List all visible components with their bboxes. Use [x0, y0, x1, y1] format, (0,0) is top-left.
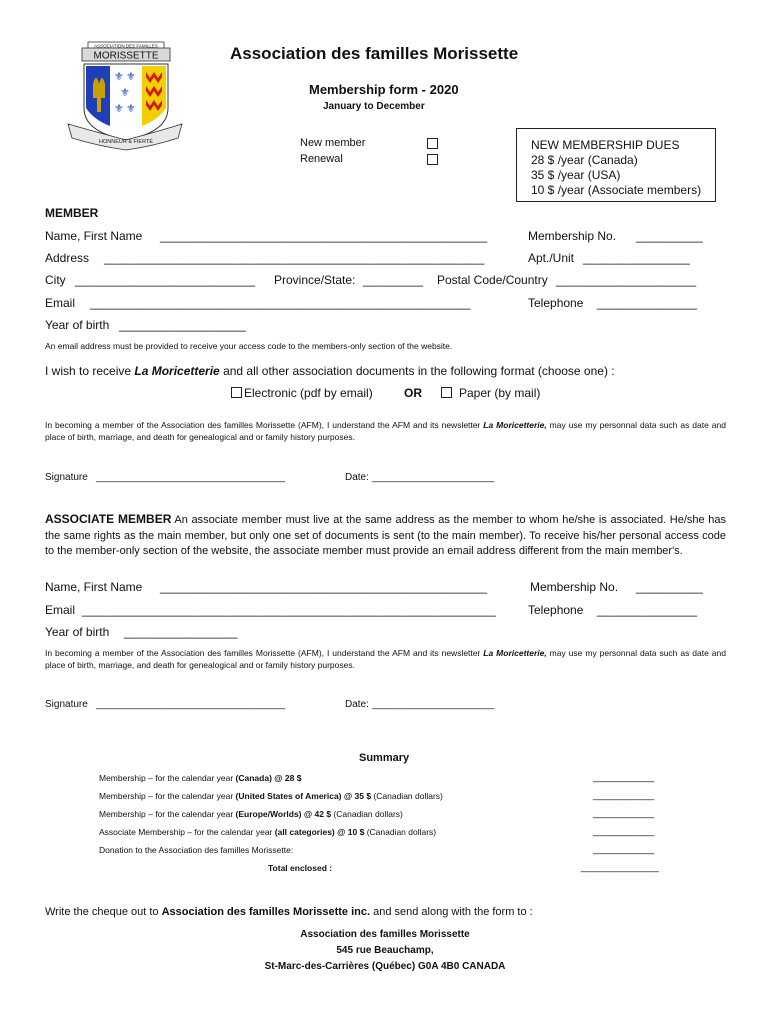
member-signature-label: Signature — [45, 472, 88, 483]
associate-heading: ASSOCIATE MEMBER — [45, 512, 172, 526]
summary-amount-field[interactable]: ___________ — [593, 826, 655, 837]
associate-signature-label: Signature — [45, 699, 88, 710]
member-postal-label: Postal Code/Country — [437, 273, 548, 287]
total-enclosed-label: Total enclosed : — [268, 863, 333, 873]
logo-name: MORISSETTE — [93, 50, 159, 62]
privacy-consent-member: In becoming a member of the Association des familles Morissette (AFM), I understand the AFM and its newsletter La Moricetterie, may use my personnal data such as date and place of birth, marriage, and death for genealogical and or family history purposes. — [45, 420, 726, 442]
member-postal-field[interactable]: _____________________ — [556, 273, 697, 287]
member-membership-no-label: Membership No. — [528, 229, 617, 243]
associate-telephone-field[interactable]: _______________ — [597, 603, 698, 617]
publication-name: La Moricetterie — [134, 364, 220, 378]
receive-sentence: I wish to receive La Moricetterie and all other association documents in the following format (choose one) : — [45, 364, 615, 378]
renewal-checkbox[interactable] — [427, 154, 438, 165]
or-label: OR — [404, 386, 422, 400]
member-apt-label: Apt./Unit — [528, 251, 575, 265]
form-title: Association des familles Morissette — [230, 44, 519, 63]
associate-name-field[interactable]: _________________________________________________ — [160, 580, 488, 594]
dues-usa: 35 $ /year (USA) — [531, 168, 621, 182]
summary-amount-field[interactable]: ___________ — [593, 790, 655, 801]
membership-dues-box — [516, 128, 716, 202]
member-date-field[interactable]: ______________________ — [372, 472, 495, 483]
address-line-2: 545 rue Beauchamp, — [336, 945, 434, 956]
renewal-label: Renewal — [300, 153, 343, 165]
member-address-field[interactable]: _________________________________________________________ — [104, 251, 485, 265]
cheque-payee: Association des familles Morissette inc. — [161, 906, 371, 918]
dues-canada: 28 $ /year (Canada) — [531, 153, 638, 167]
cheque-instructions: Write the cheque out to Association des familles Morissette inc. and send along with the form to : — [45, 906, 533, 918]
associate-email-label: Email — [45, 603, 76, 617]
member-province-field[interactable]: _________ — [363, 273, 424, 287]
associate-membership-no-label: Membership No. — [530, 580, 619, 594]
member-email-label: Email — [45, 296, 76, 310]
svg-text:⚜: ⚜ — [126, 71, 136, 83]
summary-amount-field[interactable]: ___________ — [593, 808, 655, 819]
address-line-3: St-Marc-des-Carrières (Québec) G0A 4B0 CANADA — [264, 961, 506, 972]
dues-title: NEW MEMBERSHIP DUES — [531, 138, 680, 152]
member-heading: MEMBER — [45, 206, 99, 220]
total-enclosed-field[interactable]: ______________ — [581, 862, 659, 873]
associate-date-field[interactable]: ______________________ — [372, 699, 495, 710]
associate-date-label: Date: — [345, 699, 369, 710]
summary-row: Donation to the Association des familles Morissette: — [99, 845, 294, 855]
member-city-label: City — [45, 273, 66, 287]
new-member-checkbox[interactable] — [427, 138, 438, 149]
member-telephone-label: Telephone — [528, 296, 584, 310]
form-period: January to December — [323, 101, 425, 112]
associate-telephone-label: Telephone — [528, 603, 584, 617]
member-email-field[interactable]: _________________________________________________________ — [90, 296, 471, 310]
svg-text:⚜: ⚜ — [120, 87, 130, 99]
summary-row: Membership – for the calendar year (Europe/Worlds) @ 42 $ (Canadian dollars) — [99, 809, 403, 819]
member-address-label: Address — [45, 251, 90, 265]
svg-text:⚜: ⚜ — [126, 103, 136, 115]
member-name-label: Name, First Name — [45, 229, 143, 243]
logo-motto: HONNEUR & FIERTÉ — [99, 139, 153, 145]
electronic-checkbox[interactable] — [231, 387, 242, 398]
member-apt-field[interactable]: ________________ — [583, 251, 690, 265]
logo-top-text: ASSOCIATION DES FAMILLES — [94, 43, 158, 49]
privacy-consent-associate: In becoming a member of the Association des familles Morissette (AFM), I understand the AFM and its newsletter La Moricetterie, may use my personnal data such as date and place of birth, marriage, and death for genealogical and or family history purposes. — [45, 648, 726, 670]
form-subtitle: Membership form - 2020 — [309, 82, 459, 97]
member-membership-no-field[interactable]: __________ — [636, 229, 703, 243]
associate-yob-label: Year of birth — [45, 625, 110, 639]
member-name-field[interactable]: _________________________________________________ — [160, 229, 488, 243]
member-province-label: Province/State: — [274, 273, 356, 287]
summary-row: Membership – for the calendar year (Canada) @ 28 $ — [99, 773, 302, 783]
address-line-1: Association des familles Morissette — [300, 929, 470, 940]
associate-name-label: Name, First Name — [45, 580, 143, 594]
summary-amount-field[interactable]: ___________ — [593, 844, 655, 855]
associate-description: ASSOCIATE MEMBER An associate member must live at the same address as the member to whom he/she is associated. He/she has the same rights as the main member, but only one set of documents is sent (to the main member). To receive his/her personal access code to the member-only section of the website, the associate member must provide an email address different from the main member's. — [45, 512, 726, 557]
member-yob-label: Year of birth — [45, 318, 110, 332]
summary-row: Associate Membership – for the calendar year (all categories) @ 10 $ (Canadian dollars) — [99, 827, 437, 837]
summary-title: Summary — [359, 752, 410, 764]
dues-associate: 10 $ /year (Associate members) — [531, 183, 702, 197]
electronic-label: Electronic (pdf by email) — [244, 386, 373, 400]
member-signature-field[interactable]: __________________________________ — [96, 472, 286, 483]
associate-signature-field[interactable]: __________________________________ — [96, 699, 286, 710]
member-yob-field[interactable]: ___________________ — [119, 318, 246, 332]
summary-amount-field[interactable]: ___________ — [593, 772, 655, 783]
associate-membership-no-field[interactable]: __________ — [636, 580, 703, 594]
member-date-label: Date: — [345, 472, 369, 483]
paper-label: Paper (by mail) — [459, 386, 541, 400]
new-member-label: New member — [300, 137, 366, 149]
svg-text:⚜: ⚜ — [114, 71, 124, 83]
member-city-field[interactable]: ___________________________ — [75, 273, 256, 287]
associate-email-field[interactable]: ______________________________________________________________ — [82, 603, 496, 617]
email-note: An email address must be provided to receive your access code to the members-only section of the website. — [45, 341, 453, 351]
associate-yob-field[interactable]: _________________ — [124, 625, 238, 639]
paper-checkbox[interactable] — [441, 387, 452, 398]
summary-row: Membership – for the calendar year (United States of America) @ 35 $ (Canadian dollars) — [99, 791, 443, 801]
svg-text:⚜: ⚜ — [114, 103, 124, 115]
member-telephone-field[interactable]: _______________ — [597, 296, 698, 310]
family-crest-logo — [66, 40, 184, 152]
